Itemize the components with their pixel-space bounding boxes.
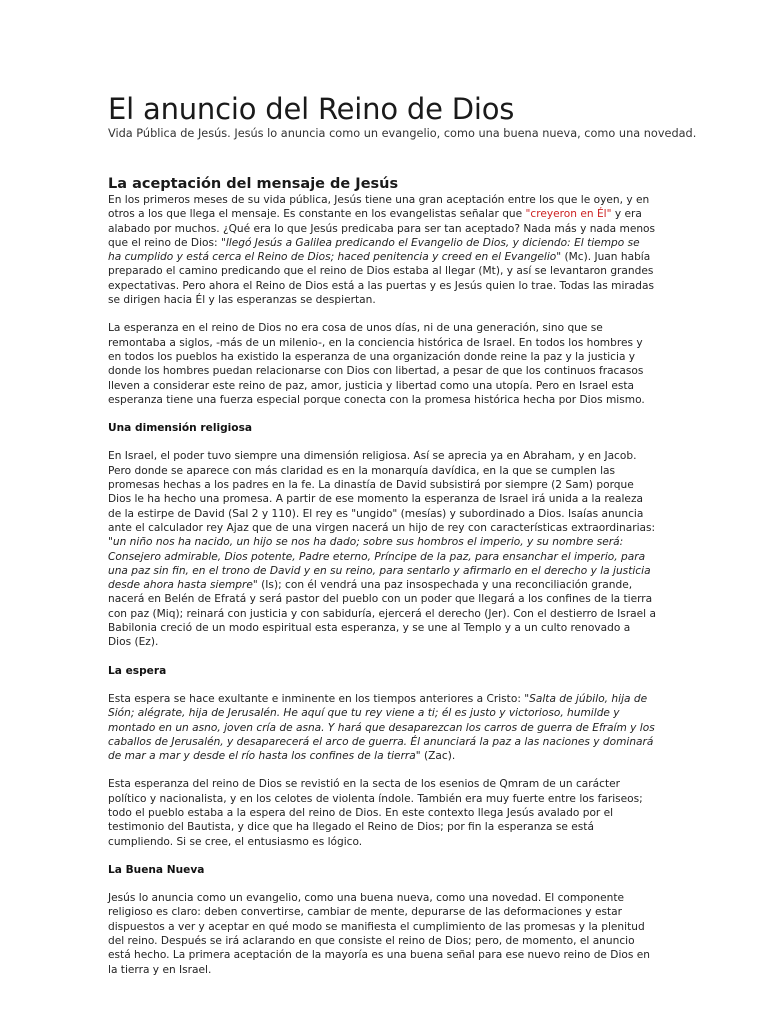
paragraph-text: Esta espera se hace exultante e inminente en los tiempos anteriores a Cristo: [108, 692, 525, 705]
paragraph-text: (Mc). Juan había preparado el camino predicando que el reino de Dios estaba al llegar (Mt), y así se levantaron grandes expectativas. Pero ahora el Reino de Dios está a las puertas y es Jesús quien lo trae. Todas las miradas se dirigen hacia Él y las esperanzas se despiertan. [108, 251, 654, 307]
paragraph-text: En los primeros meses de su vida pública, Jesús tiene una gran aceptación entre los que le oyen, y en otros a los que llega el mensaje. Es constante en los evangelistas señalar que [108, 194, 650, 221]
subheading-espera: La espera [108, 664, 167, 677]
paragraph-text: En Israel, el poder tuvo siempre una dimensión religiosa. Así se aprecia ya en Abraham, y en Jacob. Pero donde se aparece con más claridad es en la monarquía davídica, en la que se cumplen las promesas hechas a los padres en la fe. La dinastía de David subsistirá por siempre (2 Sam) porque Dios le ha hecho una promesa. A partir de ese momento la esperanza de Israel irá unida a la realeza de la estirpe de David (Sal 2 y 110). El rey es "ungido" (mesías) y subordinado a Dios. Isaías anuncia ante el calculador rey Ajaz que de una virgen nacerá un hijo de rey con características extraordinarias: [108, 450, 656, 534]
paragraph-text: y era alabado por muchos. ¿Qué era lo que Jesús predicaba para ser tan aceptado? Nada más y nada menos que el reino de Dios: [108, 208, 656, 249]
paragraph [108, 193, 656, 307]
paragraph-text: (Zac). [420, 750, 456, 763]
paragraph: Esta esperanza del reino de Dios se revistió en la secta de los esenios de Qmram de un carácter político y nacionalista, y en los celotes de violenta índole. También era muy fuerte entre los fariseos; todo el pueblo estaba a la espera del reino de Dios. En este contexto llega Jesús avalado por el testimonio del Bautista, y dice que ha llegado el Reino de Dios; por fin la esperanza se está cumpliendo. Si se cree, el entusiasmo es lógico. [108, 778, 643, 848]
scripture-quote: "Salta de júbilo, hija de Sión; alégrate, hija de Jerusalén. He aquí que tu rey viene a ti; él es justo y victorioso, humilde y montado en un asno, joven cría de asna. Y hará que desaparezcan los carros de guerra de Efraím y los caballos de Jerusalén, y desaparecerá el arco de guerra. Él anunciará la paz a las naciones y dominará de mar a mar y desde el río hasta los confines de la tierra" [108, 692, 655, 763]
highlighted-quote: "creyeron en Él" [525, 208, 612, 221]
paragraph: La esperanza en el reino de Dios no era cosa de unos días, ni de una generación, sino que se remontaba a siglos, -más de un milenio-, en la conciencia histórica de Israel. En todos los hombres y en todos los pueblos ha existido la esperanza de una organización donde reine la paz y la justicia y donde los hombres puedan relacionarse con Dios con libertad, a pesar de que los continuos fracasos lleven a considerar este reino de paz, amor, justicia y libertad como una utopía. Pero en Israel esta esperanza tiene una fuerza especial porque conecta con la promesa histórica hecha por Dios mismo. [108, 322, 645, 406]
page-subtitle: Vida Pública de Jesús. Jesús lo anuncia como un evangelio, como una buena nueva, como una novedad. [108, 127, 697, 140]
paragraph-text: (Is); con él vendrá una paz insospechada y una reconciliación grande, nacerá en Belén de Efratá y será pastor del pueblo con un poder que llegará a los confines de la tierra con paz (Miq); reinará con justicia y con sabiduría, ejercerá el derecho (Jer). Con el destierro de Israel a Babilonia creció de un modo espiritual esta esperanza, y se une al Templo y a un culto renovado a Dios (Ez). [108, 579, 656, 649]
subheading-buena-nueva: La Buena Nueva [108, 863, 205, 876]
document-body [108, 193, 656, 991]
section-heading: La aceptación del mensaje de Jesús [108, 176, 399, 192]
paragraph: Jesús lo anuncia como un evangelio, como una buena nueva, como una novedad. El componente religioso es claro: deben convertirse, cambiar de mente, depurarse de las deformaciones y estar dispuestos a ver y aceptar en qué modo se manifiesta el cumplimiento de las promesas y la plenitud del reino. Después se irá aclarando en que consiste el reino de Dios; pero, de momento, el anuncio está hecho. La primera aceptación de la mayoría es una buena señal para ese nuevo reino de Dios en la tierra y en Israel. [108, 892, 651, 976]
scripture-quote: "un niño nos ha nacido, un hijo se nos ha dado; sobre sus hombros el imperio, y su nombre será: Consejero admirable, Dios potente, Padre eterno, Príncipe de la paz, para ensanchar el imperio, para una paz sin fin, en el trono de David y en su reino, para sentarlo y afirmarlo en el derecho y la justicia desde ahora hasta siempre" [108, 536, 651, 592]
page-title: El anuncio del Reino de Dios [108, 92, 515, 126]
paragraph [108, 692, 656, 763]
subheading-dimension: Una dimensión religiosa [108, 422, 253, 435]
paragraph [108, 449, 656, 649]
scripture-quote: "llegó Jesús a Galilea predicando el Evangelio de Dios, y diciendo: El tiempo se ha cumplido y está cerca el Reino de Dios; haced penitencia y creed en el Evangelio" [108, 236, 640, 264]
